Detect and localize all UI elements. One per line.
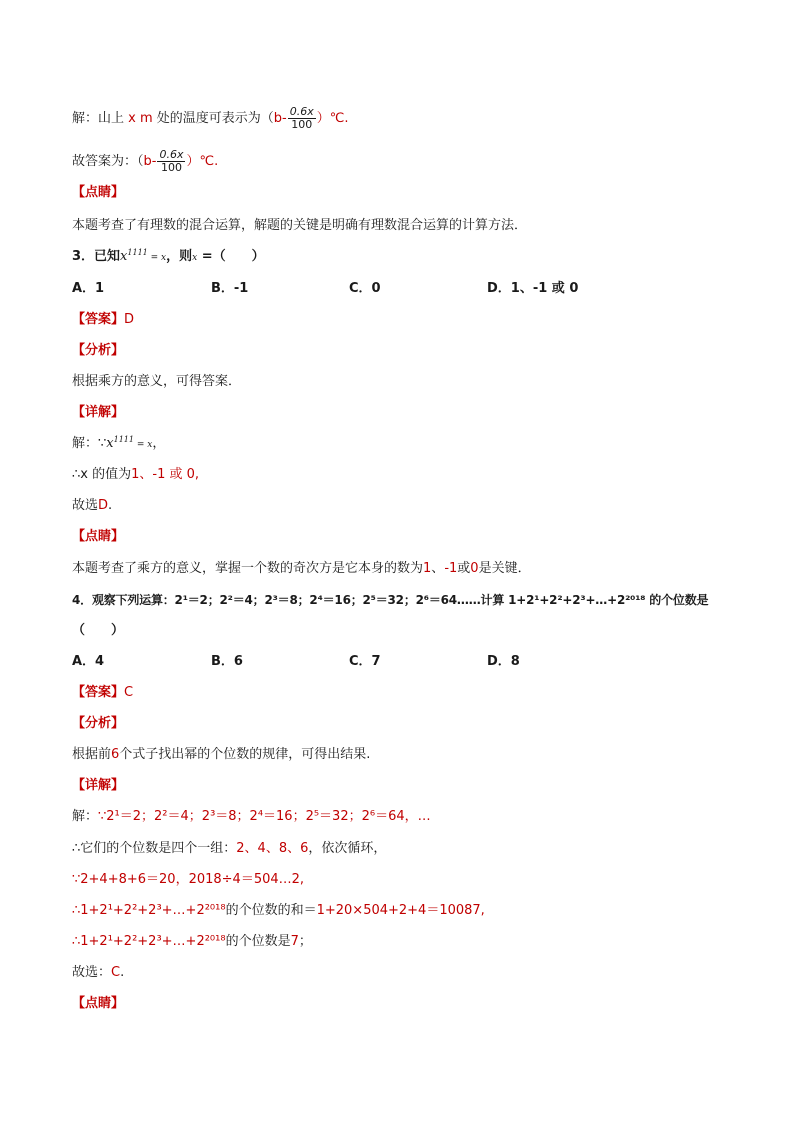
q3-tip-sep-2: 或 <box>457 561 471 576</box>
fraction-denominator: 100 <box>160 161 182 174</box>
q3-tip-value-1: 1 <box>423 561 432 576</box>
q3-stem-end: =（ ） <box>197 249 265 264</box>
q3-var: x <box>192 253 198 263</box>
q4-analysis-prefix: 根据前 <box>72 747 112 762</box>
q3-option-c: C．0 <box>349 281 381 296</box>
q4-d2-prefix: ∴它们的个位数是四个一组： <box>72 841 237 856</box>
q3-base: x <box>120 249 128 264</box>
q3-tip-value-3: 0 <box>470 561 479 576</box>
q3-exponent: 1111 <box>127 248 148 257</box>
solution-fraction <box>288 106 316 131</box>
q4-d2-end: ，依次循环， <box>308 841 387 856</box>
q3-d3-prefix: 故选 <box>72 498 99 513</box>
q3-detail-line-2 <box>72 466 754 484</box>
q3-d1-exponent: 1111 <box>113 435 134 444</box>
q4-detail-line-2 <box>72 840 754 858</box>
q4-analysis-count: 6 <box>111 747 120 762</box>
solution-close: ）℃. <box>316 111 349 126</box>
q4-d5-mid: 的个位数是 <box>225 934 291 949</box>
q4-d5-result: 7 <box>290 934 299 949</box>
q4-stem-bracket: （ ） <box>72 623 125 638</box>
q3-tip-label: 【点睛】 <box>72 529 125 544</box>
answer-prefix: 故答案为：（ <box>72 154 144 169</box>
q4-d5-end: ； <box>298 934 312 949</box>
q3-power <box>120 249 166 264</box>
solution-expr: x m <box>124 111 157 126</box>
prev-tip-label: 【点睛】 <box>72 185 125 200</box>
q3-option-a: A．1 <box>72 281 105 296</box>
q4-answer <box>72 684 754 702</box>
q3-option-d: D．1、-1 或 0 <box>487 281 579 296</box>
answer-close: ）℃. <box>186 154 219 169</box>
q4-analysis-text <box>72 746 754 764</box>
q4-answer-value: C <box>124 685 134 700</box>
q3-tip-text <box>72 560 754 578</box>
q3-d1-power <box>106 436 152 451</box>
solution-mid: 处的温度可表示为（ <box>156 111 274 126</box>
solution-prefix: 解：山上 <box>72 111 125 126</box>
q4-detail-line-3: ∵2+4+8+6＝20，2018÷4＝504…2, <box>72 872 305 887</box>
q3-analysis-label: 【分析】 <box>72 343 125 358</box>
q4-d1-powers: ∵2¹＝2；2²＝4；2³＝8；2⁴＝16；2⁵＝32；2⁶＝64，… <box>98 809 431 824</box>
prev-solution-line <box>72 106 754 131</box>
q4-detail-line-4 <box>72 902 754 920</box>
q4-d1-prefix: 解： <box>72 809 99 824</box>
q4-stem: 4．观察下列运算：2¹＝2；2²＝4；2³＝8；2⁴＝16；2⁵＝32；2⁶＝64……计算 1+2¹+2²+2³+…+2²⁰¹⁸ 的个位数是 <box>72 593 709 607</box>
q3-detail-label: 【详解】 <box>72 405 125 420</box>
q4-option-b: B．6 <box>211 654 243 669</box>
q4-d4-mid: 的个位数的和＝ <box>225 903 317 918</box>
q4-d4-result: 1+20×504+2+4＝10087, <box>316 903 485 918</box>
answer-fraction <box>157 149 185 174</box>
q4-option-a: A．4 <box>72 654 105 669</box>
q4-detail-label: 【详解】 <box>72 778 125 793</box>
q4-analysis-end: 个式子找出幂的个位数的规律，可得出结果. <box>119 747 371 762</box>
q3-answer-value: D <box>124 312 135 327</box>
q3-tip-value-2: -1 <box>444 561 458 576</box>
q3-detail-line-3 <box>72 497 754 515</box>
solution-b: b- <box>273 111 287 126</box>
q3-tip-sep-1: 、 <box>431 561 445 576</box>
q3-eq: = x <box>147 253 167 263</box>
q3-d1-base: x <box>106 436 114 451</box>
q3-stem-mid: ，则 <box>166 249 193 264</box>
q4-analysis-label: 【分析】 <box>72 716 125 731</box>
q3-tip-prefix: 本题考查了乘方的意义，掌握一个数的奇次方是它本身的数为 <box>72 561 424 576</box>
q3-d2-prefix: ∴x 的值为 <box>72 467 132 482</box>
q4-d4-sum: ∴1+2¹+2²+2³+…+2²⁰¹⁸ <box>72 903 226 918</box>
q3-d1-prefix: 解：∵ <box>72 436 107 451</box>
q4-detail-line-1 <box>72 808 754 826</box>
answer-b: b- <box>143 154 157 169</box>
q4-d6-end: . <box>120 965 125 980</box>
fraction-denominator: 100 <box>291 118 313 131</box>
q3-stem-prefix: 3．已知 <box>72 249 121 264</box>
q4-d5-sum: ∴1+2¹+2²+2³+…+2²⁰¹⁸ <box>72 934 226 949</box>
q3-option-b: B．-1 <box>211 281 249 296</box>
prev-tip-text: 本题考查了有理数的混合运算，解题的关键是明确有理数混合运算的计算方法． <box>72 218 528 233</box>
q3-d3-choice: D <box>98 498 109 513</box>
q3-d1-end: ， <box>152 436 166 451</box>
q3-d3-end: . <box>108 498 113 513</box>
q3-detail-line-1 <box>72 435 754 454</box>
q3-analysis-text: 根据乘方的意义，可得答案． <box>72 374 242 389</box>
q4-detail-line-6 <box>72 964 754 982</box>
q4-tip-label: 【点睛】 <box>72 996 125 1011</box>
q3-d2-values: 1、-1 或 0, <box>131 467 200 482</box>
q3-answer-label: 【答案】 <box>72 312 125 327</box>
q3-tip-end: 是关键． <box>478 561 531 576</box>
prev-answer-line <box>72 149 754 174</box>
q3-stem <box>72 248 754 267</box>
q4-answer-label: 【答案】 <box>72 685 125 700</box>
q4-d6-prefix: 故选： <box>72 965 112 980</box>
q4-option-d: D．8 <box>487 654 520 669</box>
fraction-numerator: 0.6x <box>289 105 314 118</box>
q3-answer <box>72 311 754 329</box>
q4-option-c: C．7 <box>349 654 381 669</box>
fraction-numerator: 0.6x <box>159 148 184 161</box>
q3-d1-eq: = x <box>133 440 153 450</box>
q4-d2-digits: 2、4、8、6 <box>236 841 309 856</box>
q4-d6-choice: C <box>111 965 121 980</box>
q4-detail-line-5 <box>72 933 754 951</box>
